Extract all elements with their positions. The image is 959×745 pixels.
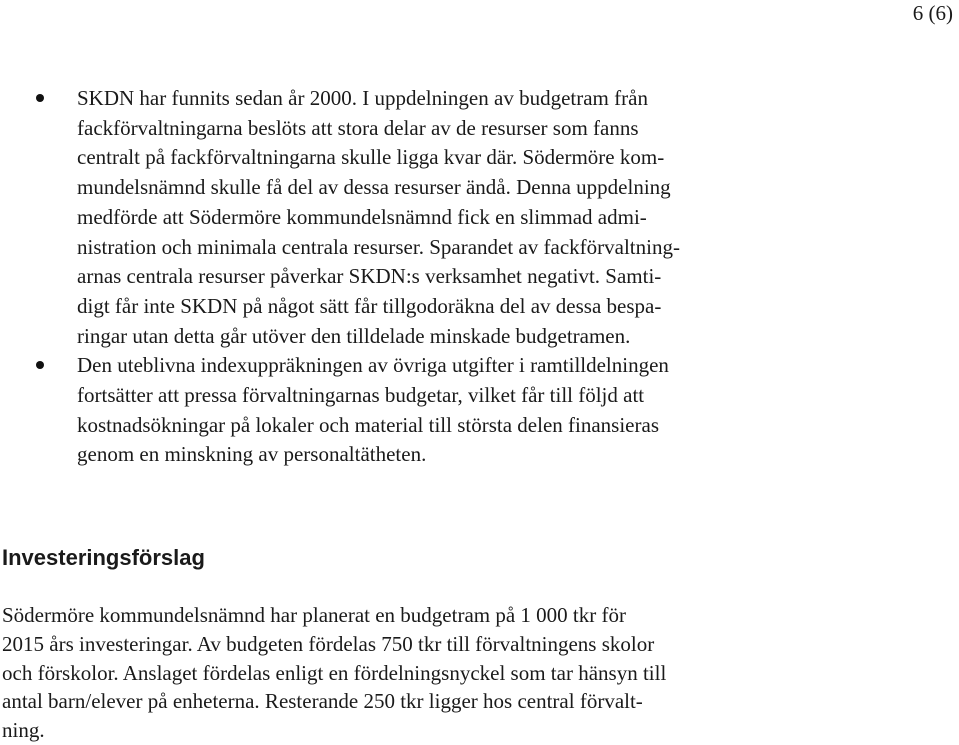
paragraph-line: 2015 års investeringar. Av budgeten fördelas 750 tkr till förvaltningens skolor [2,631,655,656]
bullet-text-line: kostnadsökningar på lokaler och material till största delen finansieras [77,412,659,437]
bullet-text-line: nistration och minimala centrala resurser. Sparandet av fackförvaltning- [77,234,680,259]
bullet-text-line: mundelsnämnd skulle få del av dessa resurser ändå. Denna uppdelning [77,175,671,200]
bullet-text-line: medförde att Södermöre kommundelsnämnd fick en slimmad admi- [77,204,647,229]
bullet-item-budget-history [0,84,959,351]
bullet-text-line: SKDN har funnits sedan år 2000. I uppdelningen av budgetram från [77,86,648,110]
section-paragraph [2,601,666,745]
bullet-list [0,84,959,470]
section-heading: Investeringsförslag [2,545,205,570]
bullet-text-line: Den uteblivna indexuppräkningen av övriga utgifter i ramtilldelningen [77,353,669,378]
bullet-text-line: fortsätter att pressa förvaltningarnas budgetar, vilket får till följd att [77,383,645,408]
bullet-text-line: ringar utan detta går utöver den tilldelade minskade budgetramen. [77,323,631,348]
paragraph-line: och förskolor. Anslaget fördelas enligt en fördelningsnyckel som tar hänsyn till [2,660,667,685]
paragraph-line: antal barn/elever på enheterna. Resterande 250 tkr ligger hos central förvalt- [2,689,643,714]
bullet-text-line: digt får inte SKDN på något sätt får tillgodoräkna del av dessa bespa- [77,293,662,318]
bullet-item-indexation [0,351,959,470]
paragraph-line: Södermöre kommundelsnämnd har planerat en budgetram på 1 000 tkr för [2,603,626,627]
bullet-dot-icon [36,361,44,369]
bullet-dot-icon [36,94,44,102]
bullet-text-line: arnas centrala resurser påverkar SKDN:s verksamhet negativt. Samti- [77,264,662,289]
paragraph-line: ning. [2,718,45,743]
page-number: 6 (6) [912,1,953,25]
bullet-text-line: genom en minskning av personaltätheten. [77,442,427,467]
bullet-text-line: fackförvaltningarna beslöts att stora delar av de resurser som fanns [77,115,639,140]
bullet-text-line: centralt på fackförvaltningarna skulle ligga kvar där. Södermöre kom- [77,145,665,170]
